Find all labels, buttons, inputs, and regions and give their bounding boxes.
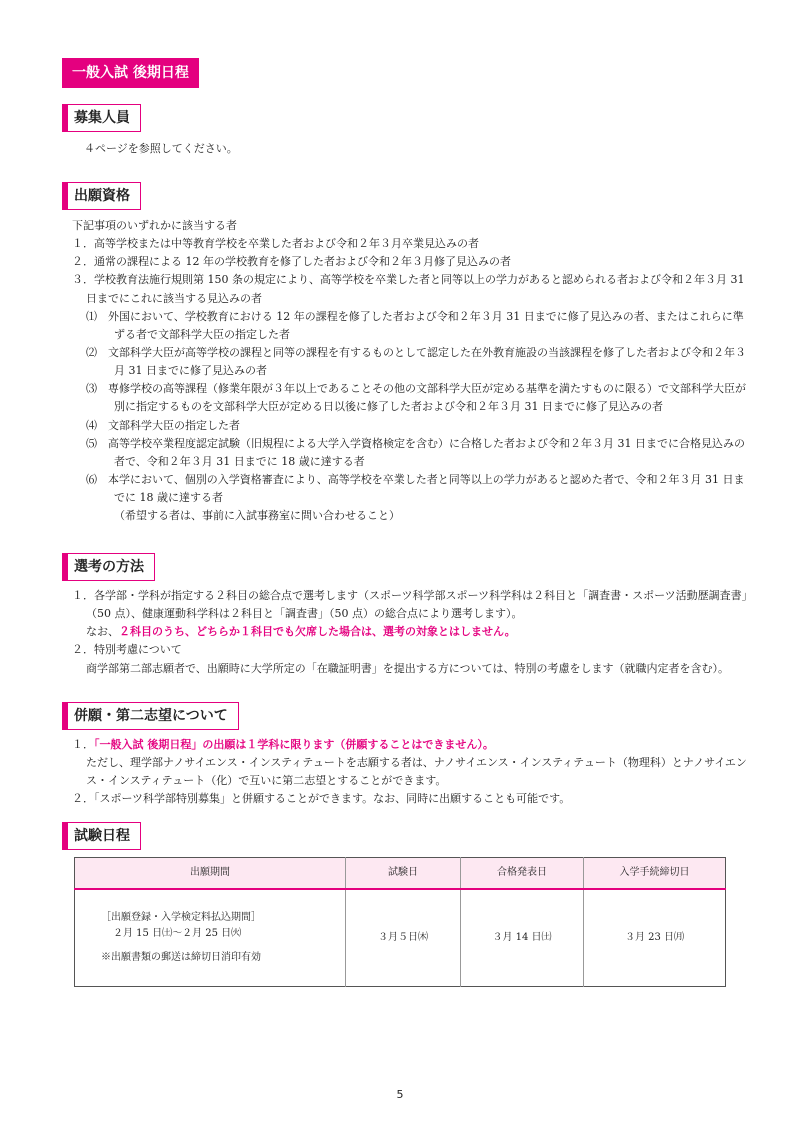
shigan-item-1: １．高等学校または中等教育学校を卒業した者および令和２年３月卒業見込みの者: [72, 237, 479, 251]
cell-exam-date: ３月５日㈭: [346, 889, 461, 987]
section-title-shigan: 出願資格: [62, 182, 141, 210]
cell-result-date: ３月 14 日㈯: [461, 889, 584, 987]
senko-item-1-note: [72, 623, 752, 641]
period-dates: ２月 15 日㈯～２月 25 日㈫: [113, 928, 242, 939]
header-period: 出願期間: [75, 858, 346, 890]
boshu-text: ４ページを参照してください。: [84, 142, 238, 155]
table-header-row: [75, 858, 726, 890]
shigan-subitem-2: ⑵ 文部科学大臣が高等学校の課程と同等の課程を有するものとして認定した在外教育施設の当該課程を修了した者および令和２年３月 31 日までに修了見込みの者: [86, 345, 746, 378]
exam-schedule-table: [74, 857, 726, 987]
header-exam-date: 試験日: [346, 858, 461, 890]
cell-deadline: ３月 23 日㈪: [584, 889, 726, 987]
section-title-senko: 選考の方法: [62, 553, 155, 581]
header-result-date: 合格発表日: [461, 858, 584, 890]
section-shigan-body: [72, 217, 752, 525]
shigan-subitem-1: ⑴ 外国において、学校教育における 12 年の課程を修了した者および令和２年３月 31 日までに修了見込みの者、またはこれらに準ずる者で文部科学大臣の指定した者: [86, 309, 744, 341]
table-row: [75, 889, 726, 987]
page-banner: 一般入試 後期日程: [62, 58, 199, 88]
shigan-subitem-5: ⑸ 高等学校卒業程度認定試験（旧規程による大学入学資格検定を含む）に合格した者および令和２年３月 31 日までに合格見込みの者で、令和２年３月 31 日までに 18 歳に達する者: [86, 436, 745, 468]
shigan-item-3: ３．学校教育法施行規則第 150 条の規定により、高等学校を卒業した者と同等以上の学力があると認められる者および令和２年３月 31 日までにこれに該当する見込みの者: [72, 273, 745, 305]
section-boshu-body: [72, 140, 752, 158]
shigan-note: （希望する者は、事前に入試事務室に問い合わせること）: [114, 509, 400, 523]
cell-period: [75, 889, 346, 987]
period-label: ［出願登録・入学検定料払込期間］: [101, 912, 261, 923]
shigan-subitem-6: ⑹ 本学において、個別の入学資格審査により、高等学校を卒業した者と同等以上の学力があると認めた者で、令和２年３月 31 日までに 18 歳に達する者: [86, 472, 745, 505]
senko-absence-warning: ２科目のうち、どちらか１科目でも欠席した場合は、選考の対象とはしません。: [119, 625, 516, 639]
heigan-item-1-number: １．: [72, 738, 94, 751]
shigan-subitem-4: ⑷ 文部科学大臣の指定した者: [86, 418, 240, 432]
section-title-boshu: 募集人員: [62, 104, 141, 132]
heigan-item-1-text: ただし、理学部ナノサイエンス・インスティテュートを志願する者は、ナノサイエンス・インスティテュート（物理科）とナノサイエンス・インスティテュート（化）で互いに第二志望とすることができます。: [86, 756, 747, 788]
senko-item-2: ２．特別考慮について: [72, 643, 182, 657]
shigan-item-2: ２．通常の課程による 12 年の学校教育を修了した者および令和２年３月修了見込みの者: [72, 255, 511, 269]
shigan-intro: 下記事項のいずれかに該当する者: [72, 219, 237, 232]
section-title-heigan: 併願・第二志望について: [62, 702, 239, 730]
section-heigan-body: [72, 736, 752, 809]
section-senko-body: [72, 587, 752, 678]
senko-item-2-text: 商学部第二部志願者で、出願時に大学所定の「在職証明書」を提出する方については、特別の考慮をします（就職内定者を含む）。: [86, 661, 730, 675]
period-note: ※出願書類の郵送は締切日消印有効: [101, 952, 261, 963]
heigan-single-dept-rule: 「一般入試 後期日程」の出願は１学科に限ります（併願することはできません）。: [94, 738, 494, 751]
header-deadline: 入学手続締切日: [584, 858, 726, 890]
page-number: 5: [396, 1088, 404, 1101]
heigan-item-2: ２．「スポーツ科学部特別募集」と併願することができます。なお、同時に出願することも可能です。: [72, 792, 571, 806]
shigan-subitem-3: ⑶ 専修学校の高等課程（修業年限が３年以上であることその他の文部科学大臣が定める基準を満たすものに限る）で文部科学大臣が別に指定するものを文部科学大臣が定める日以後に修了した者および令和２年３月 31 日までに修了見込みの者: [86, 382, 746, 414]
section-title-nittei: 試験日程: [62, 822, 141, 850]
heigan-item-1: [72, 736, 752, 754]
senko-item-1: １．各学部・学科が指定する２科目の総合点で選考します（スポーツ科学部スポーツ科学科は２科目と「調査書・スポーツ活動歴調査書」（50 点）、健康運動科学科は２科目と「調査書」（50 点）の総合点により選考します）。: [72, 589, 748, 621]
senko-note-prefix: なお、: [86, 625, 119, 639]
